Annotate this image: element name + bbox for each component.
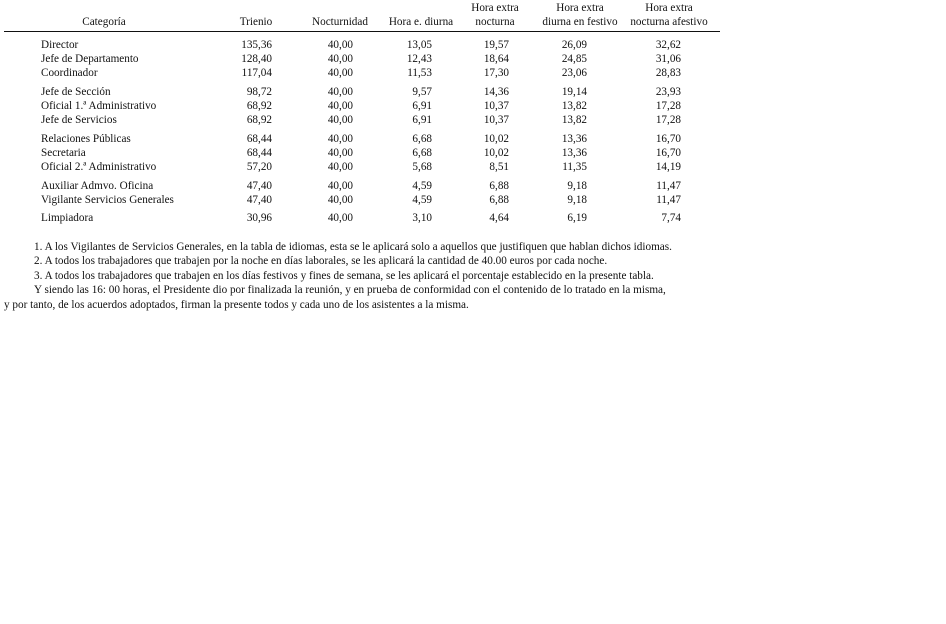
cell-hora-extra-nocturna: 10,37 <box>483 114 509 126</box>
closing-paragraph-line-1: Y siendo las 16: 00 horas, el Presidente dio por finalizada la reunión, y en prueba de conformidad con el contenido de lo tratado en la misma, <box>34 284 666 296</box>
cell-categoria: Jefe de Sección <box>41 86 111 98</box>
cell-trienio: 68,44 <box>246 147 272 159</box>
cell-categoria: Coordinador <box>41 67 98 79</box>
cell-trienio: 30,96 <box>246 212 272 224</box>
cell-nocturnidad: 40,00 <box>327 194 353 206</box>
cell-diurna-festivo: 6,19 <box>567 212 587 224</box>
cell-hora-extra-nocturna: 17,30 <box>483 67 509 79</box>
cell-diurna-festivo: 11,35 <box>562 161 587 173</box>
table-row <box>4 38 720 52</box>
cell-hora-e-diurna: 9,57 <box>412 86 432 98</box>
table-row <box>4 113 720 127</box>
cell-trienio: 68,92 <box>246 114 272 126</box>
note-3: 3. A todos los trabajadores que trabajen en los días festivos y fines de semana, se les aplicará el porcentaje establecido en la presente tabla. <box>34 270 654 282</box>
cell-trienio: 47,40 <box>246 180 272 192</box>
cell-nocturnidad: 40,00 <box>327 114 353 126</box>
cell-categoria: Limpiadora <box>41 212 94 224</box>
cell-hora-extra-nocturna: 14,36 <box>483 86 509 98</box>
cell-hora-extra-nocturna: 6,88 <box>489 180 509 192</box>
cell-hora-e-diurna: 6,68 <box>412 133 432 145</box>
note-2: 2. A todos los trabajadores que trabajen por la noche en días laborales, se les aplicará la cantidad de 40.00 euros por cada noche. <box>34 255 608 267</box>
cell-diurna-festivo: 13,36 <box>561 133 587 145</box>
table-row <box>4 66 720 80</box>
cell-trienio: 68,44 <box>246 133 272 145</box>
table-row <box>4 146 720 160</box>
cell-diurna-festivo: 24,85 <box>561 53 587 65</box>
cell-nocturna-festivo: 23,93 <box>655 86 681 98</box>
cell-hora-extra-nocturna: 4,64 <box>489 212 509 224</box>
cell-nocturnidad: 40,00 <box>327 161 353 173</box>
table-row <box>4 211 720 225</box>
cell-hora-e-diurna: 4,59 <box>412 180 432 192</box>
cell-categoria: Director <box>41 39 79 51</box>
table-row <box>4 179 720 193</box>
cell-hora-e-diurna: 6,91 <box>412 100 432 112</box>
cell-diurna-festivo: 23,06 <box>561 67 587 79</box>
cell-hora-extra-nocturna: 6,88 <box>489 194 509 206</box>
header-hora-extra-nocturna: Hora extra nocturna <box>471 2 519 28</box>
cell-nocturna-festivo: 7,74 <box>661 212 681 224</box>
header-hora-extra-nocturna-festivo: Hora extra nocturna afestivo <box>630 2 708 28</box>
cell-categoria: Jefe de Servicios <box>41 114 117 126</box>
cell-trienio: 47,40 <box>246 194 272 206</box>
cell-hora-extra-nocturna: 18,64 <box>483 53 509 65</box>
cell-diurna-festivo: 13,36 <box>561 147 587 159</box>
table-row <box>4 132 720 146</box>
note-1: 1. A los Vigilantes de Servicios Generales, en la tabla de idiomas, esta se le aplicará solo a aquellos que justifiquen que hablan dichos idiomas. <box>34 241 672 253</box>
header-hora-extra-diurna-festivo: Hora extra diurna en festivo <box>542 2 618 28</box>
header-hora-e-diurna: Hora e. diurna <box>388 16 454 28</box>
cell-nocturnidad: 40,00 <box>327 100 353 112</box>
cell-hora-e-diurna: 11,53 <box>407 67 432 79</box>
cell-nocturnidad: 40,00 <box>327 53 353 65</box>
cell-nocturnidad: 40,00 <box>327 67 353 79</box>
cell-diurna-festivo: 13,82 <box>561 114 587 126</box>
table-header <box>4 0 720 32</box>
cell-diurna-festivo: 9,18 <box>567 194 587 206</box>
table-row <box>4 99 720 113</box>
cell-categoria: Oficial 1.ª Administrativo <box>41 100 157 112</box>
cell-trienio: 98,72 <box>246 86 272 98</box>
closing-paragraph-line-2: y por tanto, de los acuerdos adoptados, firman la presente todos y cada uno de los asistentes a la misma. <box>4 299 469 311</box>
cell-categoria: Jefe de Departamento <box>41 53 139 65</box>
cell-diurna-festivo: 26,09 <box>561 39 587 51</box>
cell-categoria: Secretaria <box>41 147 86 159</box>
cell-categoria: Vigilante Servicios Generales <box>41 194 174 206</box>
cell-nocturnidad: 40,00 <box>327 180 353 192</box>
cell-categoria: Relaciones Públicas <box>41 133 131 145</box>
cell-hora-e-diurna: 4,59 <box>412 194 432 206</box>
cell-nocturna-festivo: 14,19 <box>655 161 681 173</box>
header-trienio: Trienio <box>239 16 273 28</box>
cell-categoria: Auxiliar Admvo. Oficina <box>41 180 154 192</box>
table-row <box>4 85 720 99</box>
cell-nocturna-festivo: 32,62 <box>655 39 681 51</box>
table-row <box>4 160 720 174</box>
cell-hora-extra-nocturna: 10,02 <box>483 133 509 145</box>
cell-nocturna-festivo: 16,70 <box>655 133 681 145</box>
cell-trienio: 68,92 <box>246 100 272 112</box>
cell-nocturna-festivo: 31,06 <box>655 53 681 65</box>
cell-nocturnidad: 40,00 <box>327 39 353 51</box>
cell-hora-e-diurna: 13,05 <box>406 39 432 51</box>
cell-hora-extra-nocturna: 10,02 <box>483 147 509 159</box>
cell-diurna-festivo: 9,18 <box>567 180 587 192</box>
cell-trienio: 57,20 <box>246 161 272 173</box>
cell-nocturnidad: 40,00 <box>327 212 353 224</box>
cell-nocturnidad: 40,00 <box>327 147 353 159</box>
cell-hora-extra-nocturna: 19,57 <box>483 39 509 51</box>
header-categoria: Categoría <box>82 16 126 28</box>
table-row <box>4 52 720 66</box>
cell-nocturna-festivo: 17,28 <box>655 114 681 126</box>
cell-hora-e-diurna: 5,68 <box>412 161 432 173</box>
cell-trienio: 128,40 <box>241 53 272 65</box>
cell-nocturna-festivo: 17,28 <box>655 100 681 112</box>
cell-trienio: 135,36 <box>241 39 272 51</box>
header-nocturnidad: Nocturnidad <box>312 16 368 28</box>
salary-table <box>4 0 720 224</box>
cell-hora-e-diurna: 12,43 <box>406 53 432 65</box>
cell-nocturna-festivo: 11,47 <box>656 194 681 206</box>
cell-nocturna-festivo: 11,47 <box>656 180 681 192</box>
cell-diurna-festivo: 13,82 <box>561 100 587 112</box>
cell-diurna-festivo: 19,14 <box>561 86 587 98</box>
cell-nocturna-festivo: 28,83 <box>655 67 681 79</box>
cell-nocturnidad: 40,00 <box>327 86 353 98</box>
cell-nocturnidad: 40,00 <box>327 133 353 145</box>
cell-trienio: 117,04 <box>241 67 272 79</box>
cell-categoria: Oficial 2.ª Administrativo <box>41 161 157 173</box>
table-row <box>4 193 720 207</box>
cell-hora-extra-nocturna: 10,37 <box>483 100 509 112</box>
cell-hora-e-diurna: 6,68 <box>412 147 432 159</box>
cell-nocturna-festivo: 16,70 <box>655 147 681 159</box>
cell-hora-e-diurna: 6,91 <box>412 114 432 126</box>
cell-hora-extra-nocturna: 8,51 <box>489 161 509 173</box>
cell-hora-e-diurna: 3,10 <box>412 212 432 224</box>
